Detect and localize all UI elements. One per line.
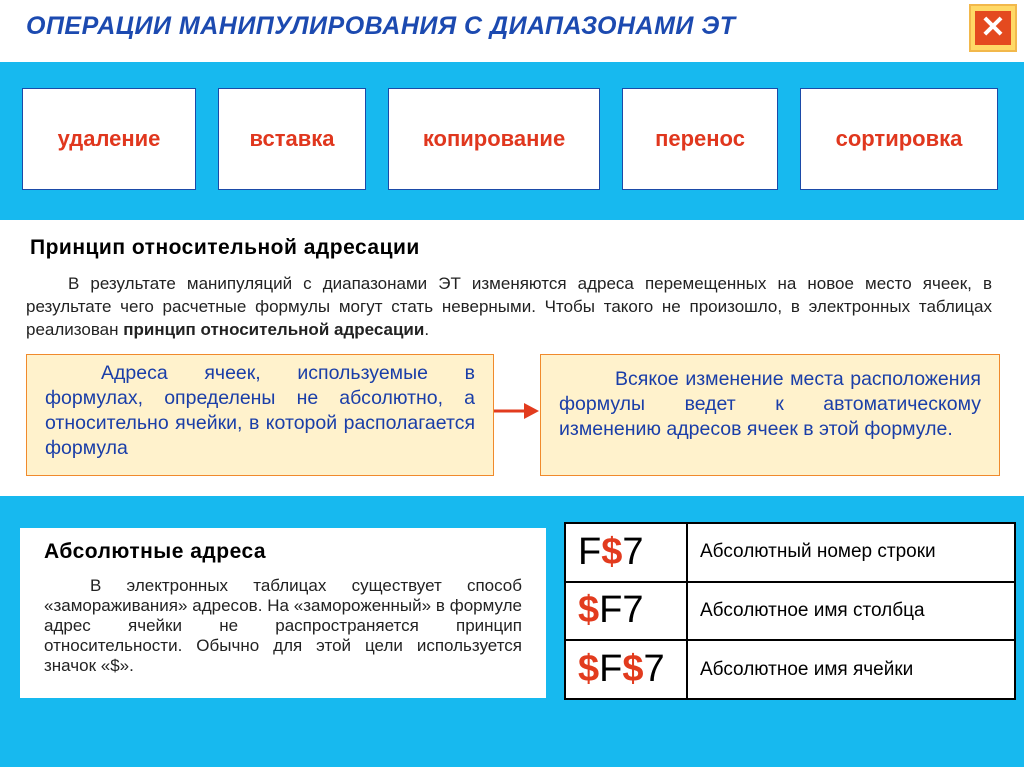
page-title: ОПЕРАЦИИ МАНИПУЛИРОВАНИЯ С ДИАПАЗОНАМИ ЭТ (26, 12, 736, 40)
absolute-addresses-heading: Абсолютные адреса (44, 540, 267, 563)
relative-addressing-text (26, 272, 992, 341)
operations-band (0, 62, 1024, 220)
operation-sort-button[interactable]: сортировка (800, 88, 998, 190)
dollar-sign: $ (578, 589, 600, 632)
principle-text-part: В результате манипуляций с диапазонами ЭТ изменяются адреса перемещенных на новое место ячеек, в результате чего расчетные формулы могут стать неверными. Чтобы такого не произошло, в электронных таблицах реализован (26, 274, 992, 339)
operation-delete-button[interactable]: удаление (22, 88, 196, 190)
address-description: Абсолютный номер строки (687, 523, 1015, 582)
dollar-sign: $ (601, 530, 623, 573)
table-row (565, 582, 1015, 641)
dollar-sign: $ (622, 648, 644, 691)
operation-copy-button[interactable]: копирование (388, 88, 600, 190)
header-bar (0, 0, 1024, 62)
code-part: F (578, 530, 602, 573)
relative-addressing-heading: Принцип относительной адресации (30, 236, 420, 259)
absolute-address-table (564, 522, 1016, 700)
operation-insert-button[interactable]: вставка (218, 88, 366, 190)
code-part: 7 (622, 530, 644, 573)
table-row (565, 523, 1015, 582)
principle-text-bold: принцип относительной адресации (123, 320, 425, 339)
address-code-row-fixed (565, 523, 687, 582)
relative-address-note: Адреса ячеек, используемые в формулах, определены не абсолютно, а относительно ячейки, в которой располагается формула (26, 354, 494, 476)
address-code-cell-fixed (565, 640, 687, 699)
code-part: 7 (643, 648, 665, 691)
operation-move-button[interactable]: перенос (622, 88, 778, 190)
close-icon: ✕ (975, 11, 1011, 45)
close-button[interactable] (969, 4, 1017, 52)
dollar-sign: $ (578, 648, 600, 691)
principle-text-end: . (424, 320, 430, 339)
address-description: Абсолютное имя столбца (687, 582, 1015, 641)
arrow-right-icon (494, 400, 540, 422)
table-row (565, 640, 1015, 699)
address-code-column-fixed (565, 582, 687, 641)
address-description: Абсолютное имя ячейки (687, 640, 1015, 699)
code-part: F7 (599, 589, 644, 632)
absolute-addresses-text: В электронных таблицах существует способ «замораживания» адресов. На «замороженный» в формуле адрес ячейки не распространяется принцип относительности. Обычно для этой цели используется значок «$». (44, 576, 522, 675)
formula-move-note: Всякое изменение места расположения формулы ведет к автоматическому изменению адресов ячеек в этой формуле. (540, 354, 1000, 476)
code-part: F (599, 648, 623, 691)
